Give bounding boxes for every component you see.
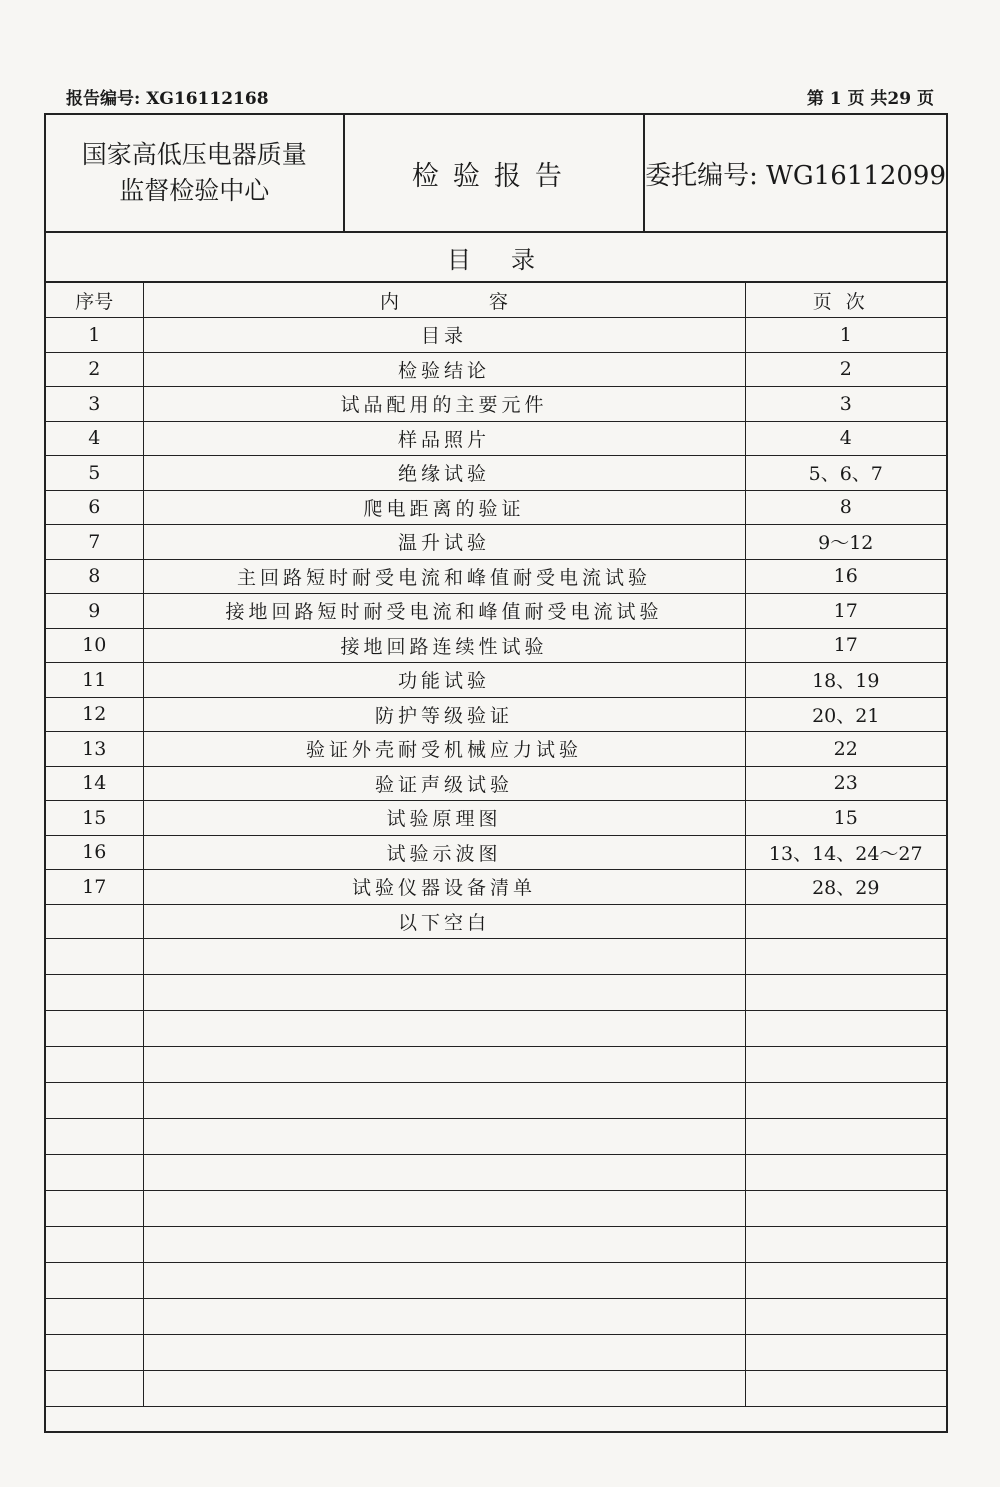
toc-header-row <box>46 283 946 318</box>
blank-row <box>46 975 946 1011</box>
cell-content: 试品配用的主要元件 <box>143 387 745 422</box>
empty-cell <box>745 1155 946 1191</box>
empty-cell <box>46 975 143 1011</box>
table-row <box>46 559 946 594</box>
empty-cell <box>46 1119 143 1155</box>
cell-seq: 11 <box>46 663 143 698</box>
cell-seq: 9 <box>46 594 143 629</box>
empty-cell <box>745 975 946 1011</box>
toc-body <box>46 318 946 1407</box>
cell-content: 温升试验 <box>143 525 745 560</box>
cell-content: 爬电距离的验证 <box>143 490 745 525</box>
cell-page: 22 <box>745 732 946 767</box>
cell-page: 13、14、24～27 <box>745 835 946 870</box>
empty-cell <box>745 1047 946 1083</box>
report-title: 检验报告 <box>345 115 646 231</box>
cell-page: 18、19 <box>745 663 946 698</box>
empty-cell <box>143 1155 745 1191</box>
cell-page: 9～12 <box>745 525 946 560</box>
blank-row <box>46 1011 946 1047</box>
cell-seq: 15 <box>46 801 143 836</box>
cell-page: 4 <box>745 421 946 456</box>
table-row <box>46 525 946 560</box>
cell-content: 绝缘试验 <box>143 456 745 491</box>
cell-page: 1 <box>745 318 946 353</box>
org-line-1: 国家高低压电器质量 <box>81 140 307 169</box>
empty-cell <box>143 1227 745 1263</box>
blank-row <box>46 939 946 975</box>
commission-number: 委托编号: WG16112099 <box>645 160 946 191</box>
blank-row <box>46 1371 946 1407</box>
column-header-content: 内容 <box>143 283 745 318</box>
cell-seq: 1 <box>46 318 143 353</box>
cell-seq: 17 <box>46 870 143 905</box>
cell-content: 验证声级试验 <box>143 766 745 801</box>
table-row <box>46 801 946 836</box>
cell-seq: 3 <box>46 387 143 422</box>
empty-cell <box>46 1011 143 1047</box>
cell-content: 样品照片 <box>143 421 745 456</box>
cell-page: 2 <box>745 352 946 387</box>
empty-cell <box>46 1335 143 1371</box>
empty-cell <box>143 1263 745 1299</box>
empty-cell <box>143 1011 745 1047</box>
blank-row <box>46 1083 946 1119</box>
cell-content: 功能试验 <box>143 663 745 698</box>
blank-row <box>46 1047 946 1083</box>
empty-cell <box>46 904 143 939</box>
cell-seq: 8 <box>46 559 143 594</box>
table-row <box>46 456 946 491</box>
table-row <box>46 628 946 663</box>
table-row <box>46 387 946 422</box>
cell-seq: 13 <box>46 732 143 767</box>
table-row <box>46 870 946 905</box>
report-number: 报告编号: XG16112168 <box>66 89 269 109</box>
empty-cell <box>143 1191 745 1227</box>
cell-content: 验证外壳耐受机械应力试验 <box>143 732 745 767</box>
cell-content: 试验示波图 <box>143 835 745 870</box>
cell-page: 16 <box>745 559 946 594</box>
cell-page: 20、21 <box>745 697 946 732</box>
table-row <box>46 594 946 629</box>
organization-name <box>46 115 345 231</box>
blank-row <box>46 1335 946 1371</box>
toc-title: 目录 <box>46 233 946 283</box>
table-row <box>46 318 946 353</box>
blank-row <box>46 1263 946 1299</box>
empty-cell <box>46 1191 143 1227</box>
page-info: 第 1 页 共29 页 <box>806 89 934 109</box>
report-frame <box>44 113 948 1433</box>
empty-cell <box>745 1119 946 1155</box>
end-note: 以下空白 <box>143 904 745 939</box>
cell-seq: 7 <box>46 525 143 560</box>
cell-page: 28、29 <box>745 870 946 905</box>
empty-cell <box>143 1047 745 1083</box>
cell-seq: 12 <box>46 697 143 732</box>
cell-seq: 14 <box>46 766 143 801</box>
empty-cell <box>745 1263 946 1299</box>
cell-page: 5、6、7 <box>745 456 946 491</box>
table-row <box>46 732 946 767</box>
cell-content: 检验结论 <box>143 352 745 387</box>
empty-cell <box>745 1083 946 1119</box>
empty-cell <box>143 1119 745 1155</box>
cell-seq: 16 <box>46 835 143 870</box>
empty-cell <box>745 1299 946 1335</box>
empty-cell <box>46 1155 143 1191</box>
column-header-page: 页次 <box>745 283 946 318</box>
cell-seq: 5 <box>46 456 143 491</box>
table-row <box>46 352 946 387</box>
cell-content: 防护等级验证 <box>143 697 745 732</box>
blank-row <box>46 1155 946 1191</box>
empty-cell <box>143 1299 745 1335</box>
empty-cell <box>46 1263 143 1299</box>
cell-page: 17 <box>745 594 946 629</box>
blank-row <box>46 1119 946 1155</box>
empty-cell <box>46 1083 143 1119</box>
table-row <box>46 835 946 870</box>
empty-cell <box>745 1191 946 1227</box>
cell-seq: 4 <box>46 421 143 456</box>
table-row <box>46 490 946 525</box>
cell-page: 23 <box>745 766 946 801</box>
table-row <box>46 663 946 698</box>
empty-cell <box>143 1371 745 1407</box>
report-header <box>46 115 946 233</box>
blank-row <box>46 1227 946 1263</box>
table-row <box>46 697 946 732</box>
blank-row <box>46 1299 946 1335</box>
blank-row <box>46 1191 946 1227</box>
cell-page: 3 <box>745 387 946 422</box>
empty-cell <box>745 939 946 975</box>
empty-cell <box>745 1371 946 1407</box>
cell-content: 主回路短时耐受电流和峰值耐受电流试验 <box>143 559 745 594</box>
table-row <box>46 421 946 456</box>
table-row <box>46 904 946 939</box>
cell-content: 目录 <box>143 318 745 353</box>
empty-cell <box>745 904 946 939</box>
column-header-seq: 序号 <box>46 283 143 318</box>
cell-page: 15 <box>745 801 946 836</box>
cell-content: 试验原理图 <box>143 801 745 836</box>
table-row <box>46 766 946 801</box>
empty-cell <box>46 939 143 975</box>
empty-cell <box>745 1011 946 1047</box>
toc-table <box>46 283 946 1407</box>
empty-cell <box>745 1227 946 1263</box>
empty-cell <box>46 1371 143 1407</box>
empty-cell <box>46 1299 143 1335</box>
cell-content: 接地回路短时耐受电流和峰值耐受电流试验 <box>143 594 745 629</box>
cell-content: 接地回路连续性试验 <box>143 628 745 663</box>
empty-cell <box>46 1227 143 1263</box>
empty-cell <box>143 1083 745 1119</box>
empty-cell <box>143 939 745 975</box>
cell-content: 试验仪器设备清单 <box>143 870 745 905</box>
cell-seq: 6 <box>46 490 143 525</box>
empty-cell <box>143 975 745 1011</box>
empty-cell <box>745 1335 946 1371</box>
cell-page: 17 <box>745 628 946 663</box>
empty-cell <box>46 1047 143 1083</box>
cell-seq: 10 <box>46 628 143 663</box>
empty-cell <box>143 1335 745 1371</box>
org-line-2: 监督检验中心 <box>119 176 270 205</box>
cell-seq: 2 <box>46 352 143 387</box>
cell-page: 8 <box>745 490 946 525</box>
report-header-line <box>66 84 934 109</box>
